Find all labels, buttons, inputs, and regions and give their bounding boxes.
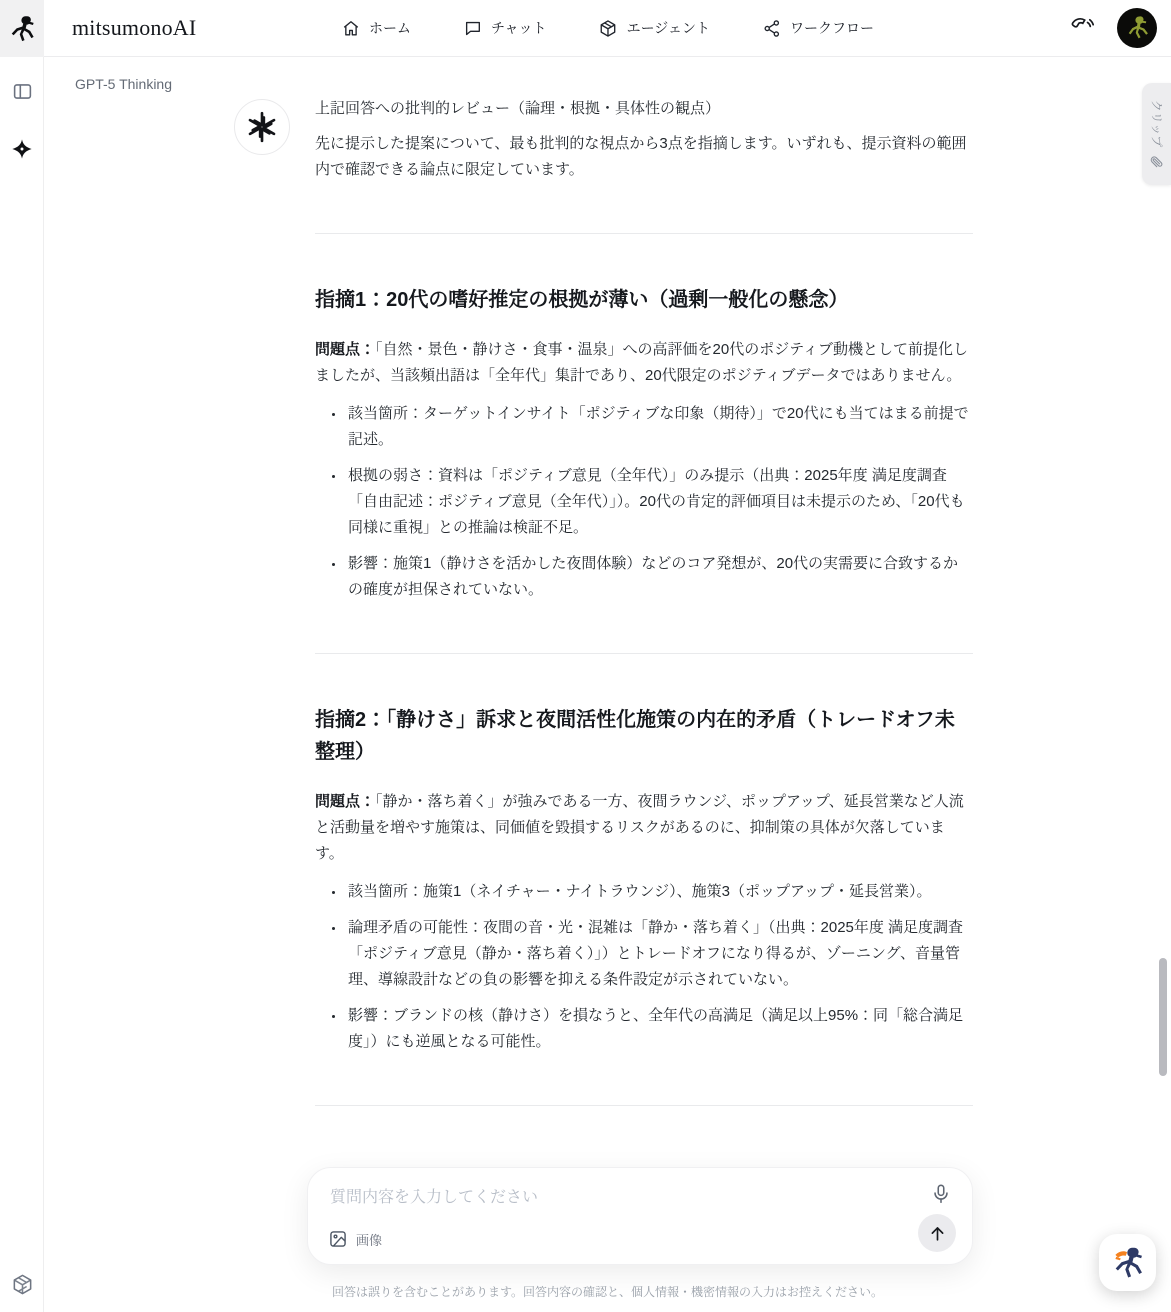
sparkle-icon <box>11 138 33 160</box>
clip-tab-label: クリップ <box>1149 99 1163 148</box>
nav-chat-label: チャット <box>490 20 547 36</box>
disclaimer-text: 回答は誤りを含むことがあります。回答内容の確認と、個人情報・機密情報の入力はお控えください。 <box>331 1285 884 1299</box>
problem-text: 「自然・景色・静けさ・食事・温泉」への高評価を20代のポジティブ動機として前提化しましたが、当該頻出語は「全年代」集計であり、20代限定のポジティブデータではありません。 <box>315 341 969 384</box>
mic-button[interactable] <box>930 1183 952 1205</box>
nav-agent-label: エージェント <box>626 20 711 36</box>
left-sidebar <box>0 0 44 1312</box>
attach-image-label: 画像 <box>356 1232 383 1248</box>
section-2-bullets <box>315 879 973 1055</box>
chat-icon <box>463 19 482 38</box>
bullet-item: • 該当箇所：施策1（ネイチャー・ナイトラウンジ）、施策3（ポップアップ・延長営業）。 <box>345 879 973 905</box>
nav-home-label: ホーム <box>368 20 411 36</box>
main-nav <box>341 18 874 38</box>
user-avatar[interactable] <box>1117 8 1157 48</box>
divider <box>315 233 973 234</box>
ai-sparkle-button[interactable] <box>0 129 44 169</box>
message-intro-title: 上記回答への批判的レビュー（論理・根拠・具体性の観点） <box>315 100 721 117</box>
send-button[interactable] <box>918 1214 956 1252</box>
bullet-item: • 論理矛盾の可能性：夜間の音・光・混雑は「静か・落ち着く」（出典：2025年度 満足度調査「ポジティブ意見（静か・落ち着く）」）とトレードオフになり得るが、ゾーニング、音量管理、導線設計などの負の影響を抑える条件設定が示されていない。 <box>345 915 973 993</box>
nav-workflow[interactable] <box>762 18 874 38</box>
clip-tab-inner <box>1148 100 1165 169</box>
section-1-heading: 指摘1：20代の嗜好推定の根拠が薄い（過剰一般化の懸念） <box>315 289 849 311</box>
phone-call-icon <box>1071 16 1095 40</box>
bullet-item: • 影響：ブランドの核（静けさ）を損なうと、全年代の高満足（満足以上95%：同「総合満足度」）にも逆風となる可能性。 <box>345 1003 973 1055</box>
bullet-item: • 根拠の弱さ：資料は「ポジティブ意見（全年代）」のみ提示（出典：2025年度 満足度調査「自由記述：ポジティブ意見（全年代）」）。20代の肯定的評価項目は未提示のため、「20代も同様に重視」との推論は検証不足。 <box>345 463 973 541</box>
agent-icon <box>599 19 618 38</box>
bullet-item: • 該当箇所：ターゲットインサイト「ポジティブな印象（期待）」で20代にも当てはまる前提で記述。 <box>345 401 973 453</box>
divider <box>315 653 973 654</box>
user-ninja-icon <box>1124 15 1150 41</box>
divider <box>315 1105 973 1106</box>
scrollbar-thumb[interactable] <box>1159 958 1167 1076</box>
problem-text: 「静か・落ち着く」が強みである一方、夜間ラウンジ、ポップアップ、延長営業など人流と活動量を増やす施策は、同価値を毀損するリスクがあるのに、抑制策の具体が欠落しています。 <box>315 793 964 862</box>
app-logo[interactable] <box>0 0 44 57</box>
problem-label: 問題点： <box>315 341 376 358</box>
message-composer <box>307 1167 973 1265</box>
panel-icon <box>12 81 33 102</box>
home-icon <box>341 19 360 38</box>
problem-label: 問題点： <box>315 793 376 810</box>
header-right <box>1071 8 1157 48</box>
paperclip-icon <box>1150 154 1164 168</box>
assistant-message <box>315 96 973 1106</box>
nav-chat[interactable] <box>463 18 547 38</box>
workflow-icon <box>762 19 781 38</box>
section-1-problem <box>315 337 973 389</box>
top-navbar <box>44 0 1171 57</box>
section-2-heading: 指摘2：「静けさ」訴求と夜間活性化施策の内在的矛盾（トレードオフ未整理） <box>315 709 955 763</box>
openai-logo-icon <box>245 110 279 144</box>
model-label: GPT-5 Thinking <box>75 76 173 92</box>
sandbox-button[interactable] <box>0 1264 44 1304</box>
question-input[interactable] <box>330 1183 908 1213</box>
message-intro-body: 先に提示した提案について、最も批判的な視点から3点を指摘します。いずれも、提示資料の範囲内で確認できる論点に限定しています。 <box>315 135 967 178</box>
image-icon <box>328 1229 348 1249</box>
clip-panel-tab[interactable] <box>1142 83 1171 185</box>
nav-agent[interactable] <box>599 18 710 38</box>
cube-icon <box>11 1273 34 1296</box>
nav-home[interactable] <box>341 18 411 38</box>
toggle-sidebar-button[interactable] <box>0 71 44 111</box>
ninja-mascot-icon <box>1110 1245 1146 1281</box>
assistant-fab[interactable] <box>1099 1234 1156 1291</box>
section-2-problem <box>315 789 973 867</box>
section-1-bullets <box>315 401 973 603</box>
nav-workflow-label: ワークフロー <box>790 20 875 36</box>
assistant-avatar <box>234 99 290 155</box>
voice-call-button[interactable] <box>1071 16 1095 40</box>
bullet-item: • 影響：施策1（静けさを活かした夜間体験）などのコア発想が、20代の実需要に合致するかの確度が担保されていない。 <box>345 551 973 603</box>
ninja-logo-icon <box>7 14 37 44</box>
microphone-icon <box>930 1183 952 1205</box>
attach-image-button[interactable] <box>328 1229 382 1249</box>
brand-title[interactable]: mitsumonoAI <box>72 15 197 40</box>
arrow-up-icon <box>928 1224 947 1243</box>
